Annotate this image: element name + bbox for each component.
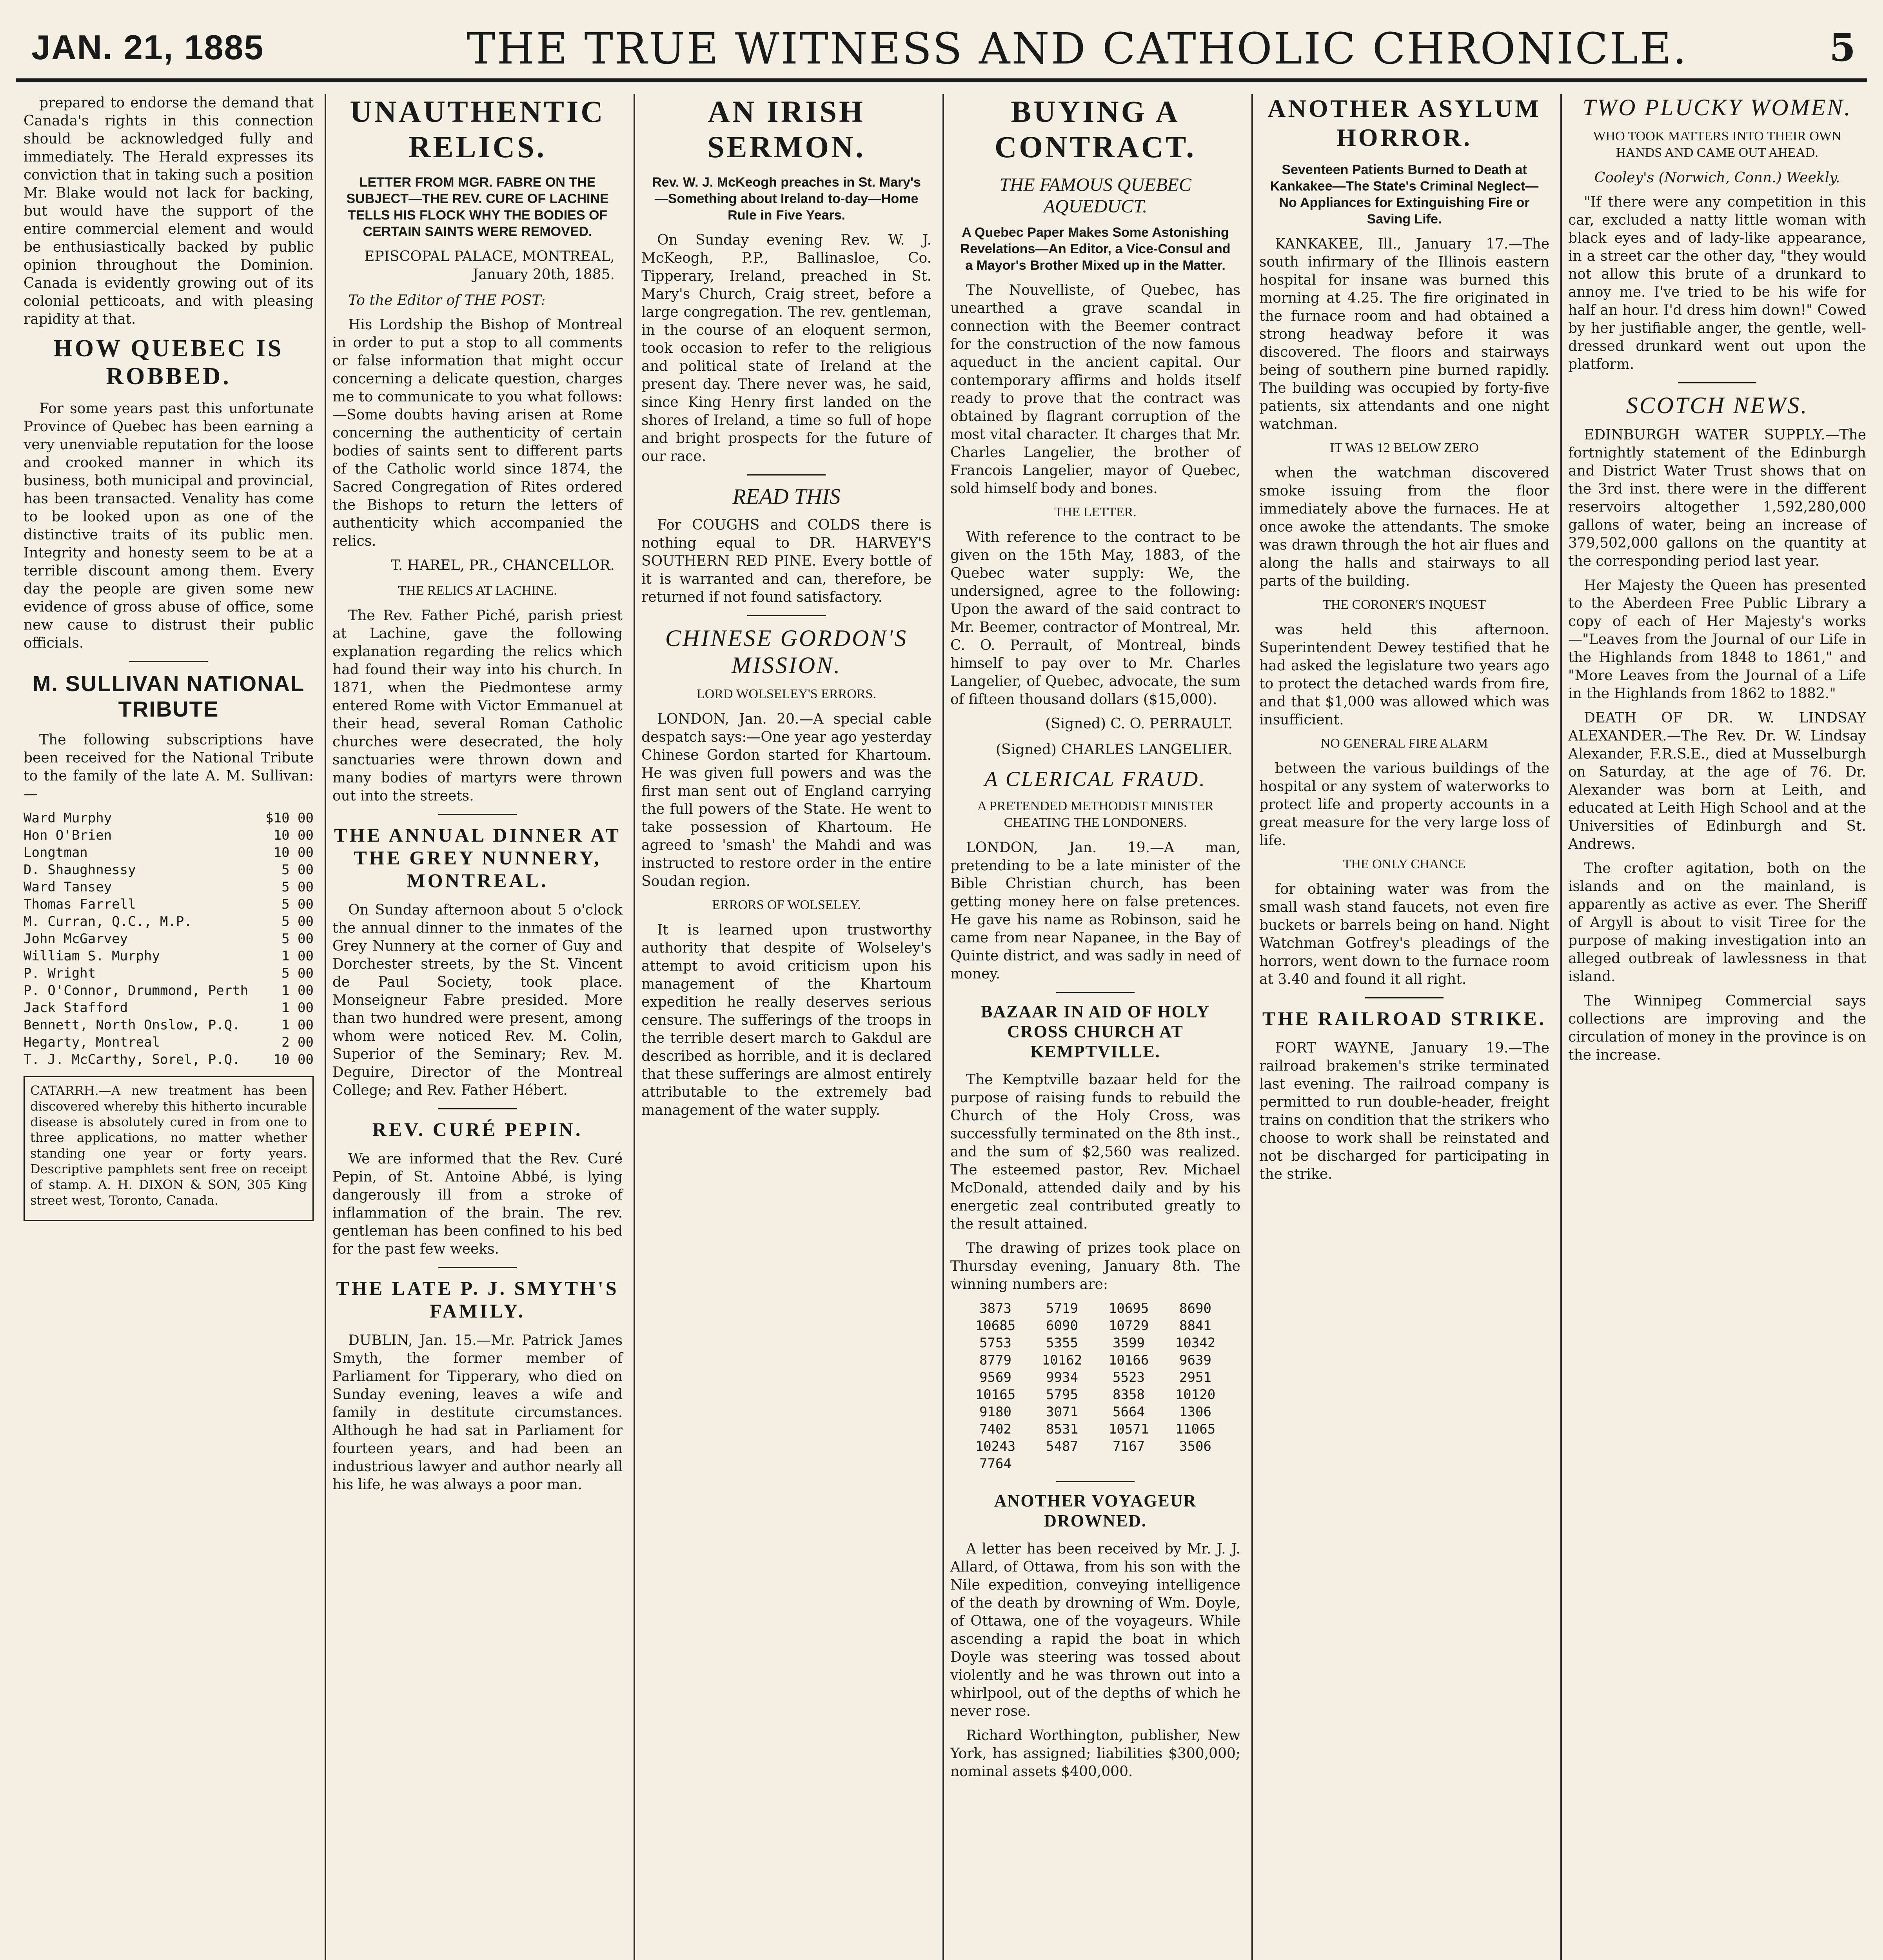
article-body: DEATH OF DR. W. LINDSAY ALEXANDER.—The Rev. Dr. W. Lindsay Alexander, F.R.S.E., died at Musselburgh on Saturday, at the age of 76. Dr. Alexander was born at Leith, and educated at Leith High School and at the Universities of Edinburgh and St. Andrews. (1568, 710, 1866, 852)
catarrh-advertisement (24, 1076, 314, 1221)
subscription-row (24, 1034, 314, 1051)
subscriber-name: Longtman (24, 845, 88, 860)
subscription-row (24, 999, 314, 1016)
winning-number: 10165 (975, 1387, 1016, 1403)
divider (1056, 1481, 1135, 1482)
winning-number: 5523 (1113, 1370, 1145, 1385)
winning-number: 8531 (1046, 1421, 1078, 1437)
headline-annual-dinner: THE ANNUAL DINNER AT THE GREY NUNNERY, MONTREAL. (334, 824, 621, 891)
subscriber-name: Hegarty, Montreal (24, 1034, 160, 1050)
signature: T. HAREL, PR., CHANCELLOR. (391, 557, 615, 573)
subscriber-name: Ward Murphy (24, 810, 112, 826)
subscription-amount: 5 00 (281, 914, 314, 929)
subscriber-name: P. Wright (24, 965, 96, 981)
subscription-amount: 1 00 (281, 1017, 314, 1033)
winning-number: 3071 (1046, 1404, 1078, 1420)
column-rule (634, 94, 635, 1960)
subscription-amount: 5 00 (281, 897, 314, 912)
winning-number: 5753 (979, 1335, 1011, 1351)
article-body: DUBLIN, Jan. 15.—Mr. Patrick James Smyth, the former member of Parliament for Tipperary, who died on Sunday evening, leaves a wife and family in destitute circumstances. Although he had sat in Parliament for fourteen years, and had been an industrious lawyer and author nearly all his life, he was always a poor man. (332, 1332, 623, 1493)
ad-text: CATARRH.—A new treatment has been discovered whereby this hitherto incurable disease is absolutely cured in from one to three applications, no matter whether standing one year or forty years. Descriptive pamphlets sent free on receipt of stamp. A. H. DIXON & SON, 305 King street west, Toronto, Canada. (30, 1083, 307, 1208)
subscription-amount: 5 00 (281, 931, 314, 947)
article-body: With reference to the contract to be given on the 15th May, 1883, of the Quebec water supply: We, the undersigned, agree to the following: Upon the award of the said contract to Mr. Beemer, contractor of Montreal, Mr. C. O. Perrault, of Montreal, binds himself to pay over to Mr. Charles Langelier, of Quebec, advocate, the sum of fifteen thousand dollars ($15,000). (950, 529, 1240, 708)
divider (1678, 382, 1756, 383)
page-header (16, 16, 1867, 82)
subscription-list (24, 809, 314, 1068)
column-rule (1251, 94, 1253, 1960)
deck: LETTER FROM MGR. FABRE ON THE SUBJECT—THE REV. CURE OF LACHINE TELLS HIS FLOCK WHY THE BODIES OF CERTAIN SAINTS WERE REMOVED. (346, 175, 609, 239)
column-rule (942, 94, 944, 1960)
article-body: for obtaining water was from the small wash stand faucets, not even fire buckets or barrels being on hand. Night Watchman Gotfrey's pleadings of the horrors, went down to the furnace room at 3.40 and found it all right. (1259, 881, 1549, 987)
headline-asylum-horror: ANOTHER ASYLUM HORROR. (1267, 94, 1541, 151)
dateline: EPISCOPAL PALACE, MONTREAL, January 20th, 1885. (364, 249, 615, 283)
headline-clerical-fraud: A CLERICAL FRAUD. (984, 767, 1206, 791)
headline-quebec-robbed: HOW QUEBEC IS ROBBED. (53, 335, 284, 390)
subscriber-name: William S. Murphy (24, 948, 160, 964)
winning-number: 7167 (1113, 1439, 1145, 1454)
winning-number: 9180 (979, 1404, 1011, 1420)
subscription-row (24, 844, 314, 861)
winning-number: 11065 (1175, 1421, 1216, 1437)
headline-unauthentic-relics: UNAUTHENTIC RELICS. (350, 94, 605, 164)
article-body: For some years past this unfortunate Province of Quebec has been earning a very unenviable reputation for the loose and crooked manner in which its business, both municipal and provincial, has been transacted. Venality has come to be looked upon as one of the distinctive traits of its public men. Integrity and honesty seem to be at a terrible discount among them. Every day the people are given some new evidence of gross abuse of office, some new cause to distrust their public officials. (24, 401, 314, 651)
article-body: EDINBURGH WATER SUPPLY.—The fortnightly statement of the Edinburgh and District Water Trust shows that on the 3rd inst. there were in the different reservoirs altogether 1,592,280,000 gallons of water, being an increase of 379,502,000 gallons on the quantity at the corresponding period last year. (1568, 427, 1866, 569)
subscription-row (24, 896, 314, 913)
winning-number: 8690 (1179, 1301, 1211, 1316)
subscription-amount: 10 00 (273, 1052, 314, 1067)
column-6 (1568, 94, 1866, 1071)
article-body: LONDON, Jan. 20.—A special cable despatch says:—One year ago yesterday Chinese Gordon started for Khartoum. He was given full powers and was the first man sent out of England carrying the full powers of the State. He went to take possession of Khartoum. He agreed to 'smash' the Mahdi and was instructed to restore order in the entire Soudan region. (641, 711, 932, 889)
subscription-row (24, 930, 314, 947)
subscription-row (24, 878, 314, 896)
subscription-amount: 1 00 (281, 948, 314, 964)
subscriber-name: Jack Stafford (24, 1000, 128, 1016)
winning-numbers (962, 1300, 1229, 1472)
subscription-row (24, 861, 314, 878)
subscription-amount: 1 00 (281, 1000, 314, 1016)
article-body: On Sunday evening Rev. W. J. McKeogh, P.P., Ballinasloe, Co. Tipperary, Ireland, preached in St. Mary's Church, Craig street, before a large congregation. The rev. gentleman, in the course of an eloquent sermon, took occasion to refer to the religious and political state of Ireland at the present day. There never was, he said, since King Henry first landed on the shores of Ireland, a time so full of hope and bright prospects for the future of our race. (641, 232, 932, 465)
headline-buying-contract: BUYING A CONTRACT. (994, 94, 1197, 164)
winning-number: 8841 (1179, 1318, 1211, 1334)
winning-number: 10166 (1108, 1352, 1149, 1368)
deck: Rev. W. J. McKeogh preaches in St. Mary's—Something about Ireland to-day—Home Rule in Five Years. (652, 175, 921, 223)
winning-number: 1306 (1179, 1404, 1211, 1420)
subscription-row (24, 827, 314, 844)
winning-number: 10571 (1108, 1421, 1149, 1437)
winning-number: 2951 (1179, 1370, 1211, 1385)
subscriber-name: Bennett, North Onslow, P.Q. (24, 1017, 240, 1033)
tribute-intro: The following subscriptions have been received for the National Tribute to the family of the late A. M. Sullivan:— (24, 732, 314, 802)
column-3 (641, 94, 932, 1126)
headline-read-this: READ THIS (732, 485, 841, 509)
subheading: ERRORS OF WOLSELEY. (712, 898, 861, 912)
advertisement-text: For COUGHS and COLDS there is nothing equal to DR. HARVEY'S SOUTHERN RED PINE. Every bottle of it is warranted and can, therefore, be returned if not found satisfactory. (641, 517, 932, 605)
winning-number: 8779 (979, 1352, 1011, 1368)
deck: WHO TOOK MATTERS INTO THEIR OWN HANDS AND CAME OUT AHEAD. (1593, 129, 1841, 160)
article-body: Richard Worthington, publisher, New York, has assigned; liabilities $300,000; nominal assets $400,000. (950, 1728, 1240, 1780)
divider (747, 615, 826, 616)
deck: Seventeen Patients Burned to Death at Kankakee—The State's Criminal Neglect—No Appliances for Extinguishing Fire or Saving Life. (1270, 162, 1539, 227)
article-body: A letter has been received by Mr. J. J. Allard, of Ottawa, from his son with the Nile expedition, conveying intelligence of the death by drowning of Wm. Doyle, of Ottawa, one of the voyageurs. While ascending a rapid the boat in which Doyle was steering was tossed about violently and he was thrown out into a whirlpool, out of the depths of which he never rose. (950, 1541, 1240, 1719)
subscriber-name: T. J. McCarthy, Sorel, P.Q. (24, 1052, 240, 1067)
column-rule (1560, 94, 1562, 1960)
deck: LORD WOLSELEY'S ERRORS. (697, 687, 876, 701)
article-body: "If there were any competition in this car, excluded a natty little woman with black eyes and of lady-like appearance, in a street car the other day, "they would not allow this brute of a drunkard to annoy me. I've tried to be his wife for half an hour. I'd dress him down!" Cowed by her justifiable anger, the gentle, well-dressed drunkard went out upon the platform. (1568, 194, 1866, 372)
winning-number: 9639 (1179, 1352, 1211, 1368)
subheading: IT WAS 12 BELOW ZERO (1330, 441, 1479, 455)
masthead: THE TRUE WITNESS AND CATHOLIC CHRONICLE. (467, 24, 1688, 74)
headline-scotch-news: SCOTCH NEWS. (1626, 392, 1809, 418)
winning-number: 10162 (1042, 1352, 1082, 1368)
article-body: between the various buildings of the hospital or any system of waterworks to protect life and property accounts in a great measure for the very large loss of life. (1259, 760, 1549, 849)
divider (438, 814, 517, 815)
article-body: LONDON, Jan. 19.—A man, pretending to be a late minister of the Bible Christian church, has been getting money here on false pretences. He gave his name as Robinson, said he came from near Napanee, in the Bay of Quinte district, and was sadly in need of money. (950, 840, 1240, 982)
subscription-row (24, 913, 314, 930)
subscription-row (24, 965, 314, 982)
headline-sullivan-tribute: M. SULLIVAN NATIONAL TRIBUTE (32, 671, 305, 721)
article-body: was held this afternoon. Superintendent Dewey testified that he had asked the legislature two years ago to protect the detached wards from fire, and that $1,000 was allowed which was insufficient. (1259, 622, 1549, 728)
winning-number: 5795 (1046, 1387, 1078, 1403)
headline-irish-sermon: AN IRISH SERMON. (707, 94, 866, 164)
column-2 (332, 94, 623, 1500)
winning-number: 5487 (1046, 1439, 1078, 1454)
subscription-row (24, 947, 314, 965)
page-number: 5 (1829, 25, 1856, 70)
column-1 (24, 94, 314, 1227)
article-body: The Nouvelliste, of Quebec, has unearthed a grave scandal in connection with the Beemer contract for the construction of the now famous aqueduct in the ancient capital. Our contemporary affirms and holds itself ready to prove that the contract was obtained by flagrant corruption of the most vital character. It charges that Mr. Charles Langelier, the brother of Francois Langelier, mayor of Quebec, sold himself body and bones. (950, 282, 1240, 497)
divider (1056, 992, 1135, 993)
winning-number: 6090 (1046, 1318, 1078, 1334)
headline-railroad-strike: THE RAILROAD STRIKE. (1262, 1007, 1547, 1029)
article-body: The Kemptville bazaar held for the purpose of raising funds to rebuild the Church of the Holy Cross, was successfully terminated on the 8th inst., and the sum of $2,560 was realized. The esteemed pastor, Rev. Michael McDonald, attended daily and by his energetic zeal contributed greatly to the result attained. (950, 1072, 1240, 1232)
divider (129, 661, 208, 662)
headline-gordon-mission: CHINESE GORDON'S MISSION. (665, 625, 908, 678)
winning-number: 10243 (975, 1439, 1016, 1454)
deck: A Quebec Paper Makes Some Astonishing Revelations—An Editor, a Vice-Consul and a Mayor's Brother Mixed up in the Matter. (960, 225, 1231, 273)
intro-article: prepared to endorse the demand that Canada's rights in this connection should be acknowledged fully and immediately. The Herald expresses its conviction that in taking such a position Mr. Blake would not lack for backing, but would have the support of the entire commercial element and would be enthusiastically backed by public opinion throughout the Dominion. Canada is evidently growing out of its colonial petticoats, and with pleasing rapidity at that. (24, 95, 314, 327)
subheading: THE LETTER. (1054, 505, 1137, 519)
subheading: THE RELICS AT LACHINE. (398, 583, 557, 598)
subheadline-aqueduct: THE FAMOUS QUEBEC AQUEDUCT. (999, 174, 1191, 217)
subheading: THE ONLY CHANCE (1343, 857, 1466, 871)
deck: A PRETENDED METHODIST MINISTER CHEATING THE LONDONERS. (977, 799, 1214, 830)
subscription-row (24, 1051, 314, 1068)
subscriber-name: Thomas Farrell (24, 897, 136, 912)
article-body: The Winnipeg Commercial says collections are improving and the circulation of money in the province is on the increase. (1568, 993, 1866, 1063)
divider (1365, 997, 1444, 998)
headline-plucky-women: TWO PLUCKY WOMEN. (1582, 94, 1852, 120)
headline-cure-pepin: REV. CURÉ PEPIN. (372, 1118, 583, 1140)
article-body: It is learned upon trustworthy authority that despite of Wolseley's attempt to avoid criticism upon his management of the Khartoum expedition he really deserves serious censure. The sufferings of the troops in the terrible desert march to Gakdul are described as horrible, and it is declared that these sufferings are almost entirely attributable to the extremely bad management of the water supply. (641, 922, 932, 1118)
winning-number: 10120 (1175, 1387, 1216, 1403)
article-body: On Sunday afternoon about 5 o'clock the annual dinner to the inmates of the Grey Nunnery at the corner of Guy and Dorchester streets, by the St. Vincent de Paul Society, took place. Monseigneur Fabre presided. More than two hundred were present, among whom were noticed Rev. M. Colin, Superior of the Seminary; Rev. M. Deguire, Director of the Montreal College; and Rev. Father Hébert. (332, 902, 623, 1098)
column-5 (1259, 94, 1549, 1190)
winning-number: 9569 (979, 1370, 1011, 1385)
winning-number: 5664 (1113, 1404, 1145, 1420)
divider (438, 1108, 517, 1109)
subscription-amount: 10 00 (273, 828, 314, 843)
subscription-amount: 1 00 (281, 983, 314, 998)
winning-number: 3506 (1179, 1439, 1211, 1454)
article-body: when the watchman discovered smoke issuing from the floor immediately above the furnaces. He at once awoke the attendants. The smoke was drawn through the hot air flues and along the halls and stairways to all parts of the building. (1259, 465, 1549, 589)
subscription-amount: 10 00 (273, 845, 314, 860)
winning-number: 10685 (975, 1318, 1016, 1334)
salutation: To the Editor of THE POST: (348, 292, 546, 309)
subscription-amount: 2 00 (281, 1034, 314, 1050)
subscriber-name: John McGarvey (24, 931, 128, 947)
article-body: KANKAKEE, Ill., January 17.—The south infirmary of the Illinois eastern hospital for insane was burned this morning at 4.25. The fire originated in the furnace room and had obtained a strong headway before it was discovered. The floors and stairways being of southern pine burned rapidly. The building was occupied by forty-five patients, six attendants and one night watchman. (1259, 236, 1549, 432)
winning-number: 10729 (1108, 1318, 1149, 1334)
winning-number: 3873 (979, 1301, 1011, 1316)
winning-number: 5355 (1046, 1335, 1078, 1351)
winning-number: 10342 (1175, 1335, 1216, 1351)
subscription-amount: 5 00 (281, 862, 314, 878)
article-body: FORT WAYNE, January 19.—The railroad brakemen's strike terminated last evening. The railroad company is permitted to run double-header, freight trains on condition that the strikers who choose to work shall be reinstated and not be discharged for participating in the strike. (1259, 1040, 1549, 1182)
numbers-intro: The drawing of prizes took place on Thursday evening, January 8th. The winning numbers are: (950, 1240, 1240, 1292)
subscription-amount: $10 00 (265, 810, 314, 826)
subheading: THE CORONER'S INQUEST (1322, 597, 1486, 612)
divider (747, 474, 826, 475)
column-rule (325, 94, 326, 1960)
subscription-amount: 5 00 (281, 965, 314, 981)
winning-number: 7402 (979, 1421, 1011, 1437)
signature: (Signed) C. O. PERRAULT. (1045, 716, 1233, 732)
article-body: The Rev. Father Piché, parish priest at Lachine, gave the following explanation regarding the relics which had found their way into his church. In 1871, when the Piedmontese army entered Rome with Victor Emmanuel at their head, several Roman Catholic churches were desecrated, the holy sanctuaries were thrown down and many bodies of martyrs were thrown out into the streets. (332, 608, 623, 804)
headline-voyageur-drowned: ANOTHER VOYAGEUR DROWNED. (994, 1491, 1197, 1530)
article-body: Her Majesty the Queen has presented to the Aberdeen Free Public Library a copy of each of Her Majesty's works—"Leaves from the Journal of our Life in the Highlands from 1848 to 1861," and "More Leaves from the Journal of a Life in the Highlands from 1862 to 1882." (1568, 577, 1866, 702)
subscription-row (24, 1016, 314, 1034)
signature: (Signed) CHARLES LANGELIER. (995, 742, 1233, 758)
article-body: The crofter agitation, both on the islands and on the mainland, is apparently as active as ever. The Sheriff of Argyll is about to visit Tiree for the purpose of making investigation into an alleged outbreak of lawlessness in that island. (1568, 860, 1866, 985)
subscriber-name: P. O'Connor, Drummond, Perth (24, 983, 249, 998)
article-body: His Lordship the Bishop of Montreal in order to put a stop to all comments or false information that might occur concerning a delicate question, charges me to communicate to you what follows:—Some doubts having arisen at Rome concerning the authenticity of certain bodies of saints sent to different parts of the Catholic world since 1874, the Sacred Congregation of Rites ordered the Bishops to return the letters of authenticity which accompanied the relics. (332, 317, 623, 549)
subscriber-name: Hon O'Brien (24, 828, 112, 843)
divider (438, 1267, 517, 1268)
headline-smyth-family: THE LATE P. J. SMYTH'S FAMILY. (336, 1277, 619, 1322)
winning-number: 8358 (1113, 1387, 1145, 1403)
source-line: Cooley's (Norwich, Conn.) Weekly. (1594, 170, 1840, 186)
subscription-row (24, 982, 314, 999)
winning-number: 9934 (1046, 1370, 1078, 1385)
winning-number: 5719 (1046, 1301, 1078, 1316)
subscriber-name: Ward Tansey (24, 879, 112, 895)
winning-number: 10695 (1108, 1301, 1149, 1316)
subscriber-name: D. Shaughnessy (24, 862, 136, 878)
winning-number: 3599 (1113, 1335, 1145, 1351)
issue-date: JAN. 21, 1885 (31, 28, 264, 67)
column-4 (950, 94, 1240, 1787)
subscription-row (24, 809, 314, 827)
subscriber-name: M. Curran, Q.C., M.P. (24, 914, 192, 929)
subheading: NO GENERAL FIRE ALARM (1320, 736, 1488, 751)
subscription-amount: 5 00 (281, 879, 314, 895)
article-body: We are informed that the Rev. Curé Pepin, of St. Antoine Abbé, is lying dangerously ill from a stroke of inflammation of the brain. The rev. gentleman has been confined to his bed for the past few weeks. (332, 1151, 623, 1257)
headline-kemptville-bazaar: BAZAAR IN AID OF HOLY CROSS CHURCH AT KEMPTVILLE. (981, 1002, 1210, 1061)
winning-number: 7764 (979, 1456, 1011, 1472)
